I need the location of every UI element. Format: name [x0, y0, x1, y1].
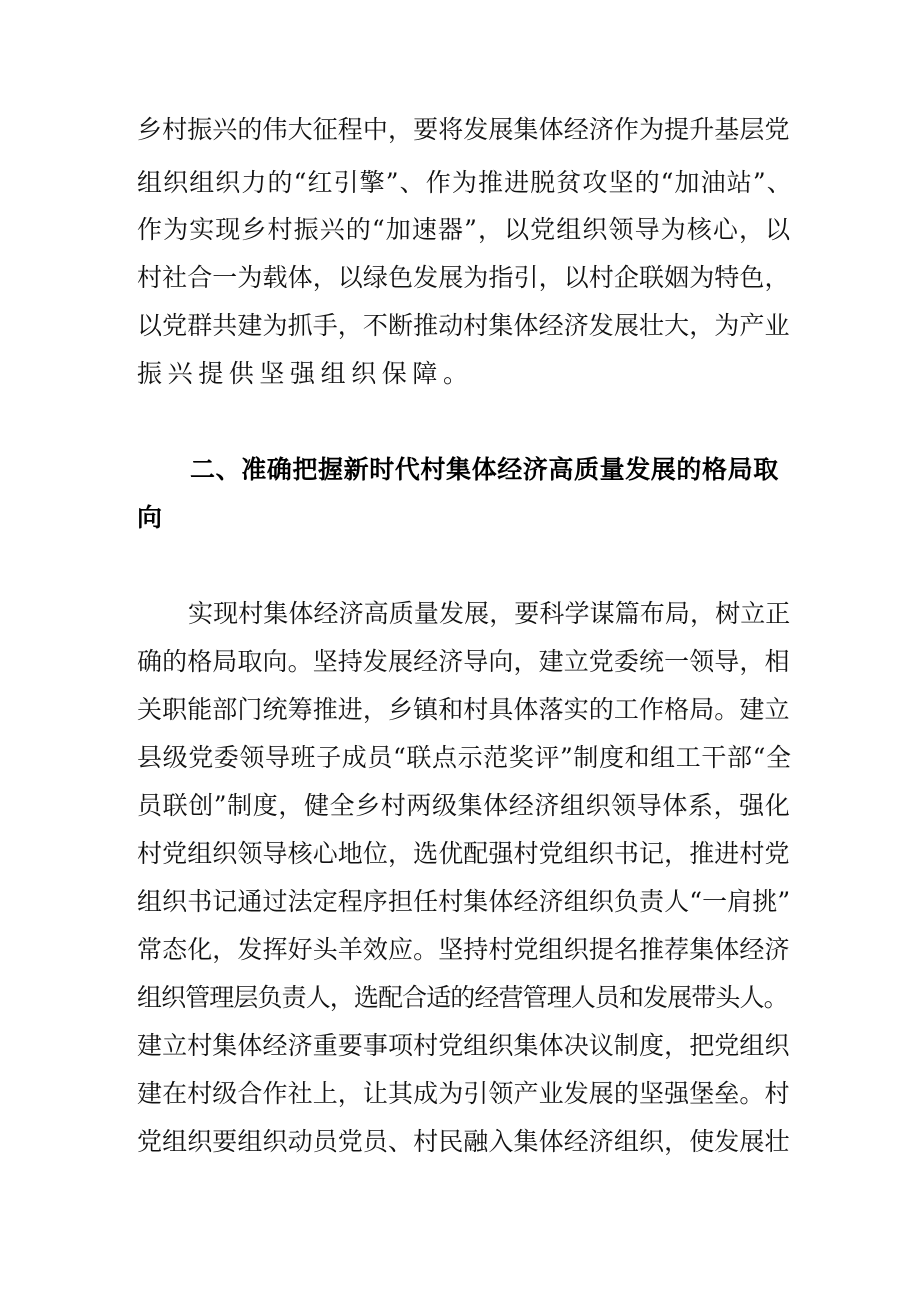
text-line: 组织管理层负责人，选配合适的经营管理人员和发展带头人。: [137, 983, 788, 1012]
text-line: 作为实现乡村振兴的“加速器”，以党组织领导为核心，以: [137, 215, 792, 244]
text-line: 关职能部门统筹推进，乡镇和村具体落实的工作格局。建立: [137, 695, 790, 724]
text-line: 县级党委领导班子成员“联点示范奖评”制度和组工干部“全: [137, 743, 792, 772]
text-line: 建立村集体经济重要事项村党组织集体决议制度，把党组织: [137, 1031, 790, 1060]
text-line: 建在村级合作社上，让其成为引领产业发展的坚强堡垒。村: [137, 1079, 790, 1108]
text-line: 员联创”制度，健全乡村两级集体经济组织领导体系，强化: [137, 791, 791, 820]
heading-line: 向: [137, 503, 163, 532]
text-line: 党组织要组织动员党员、村民融入集体经济组织，使发展壮: [137, 1127, 790, 1156]
text-line: 乡村振兴的伟大征程中，要将发展集体经济作为提升基层党: [137, 115, 790, 144]
text-line: 以党群共建为抓手，不断推动村集体经济发展壮大，为产业: [137, 311, 790, 340]
text-line: 村党组织领导核心地位，选优配强村党组织书记，推进村党: [137, 839, 790, 868]
heading-line: 二、准确把握新时代村集体经济高质量发展的格局取: [190, 455, 779, 484]
text-line: 村社合一为载体，以绿色发展为指引，以村企联姻为特色，: [137, 263, 790, 292]
text-line: 确的格局取向。坚持发展经济导向，建立党委统一领导，相: [137, 647, 790, 676]
text-line: 组织书记通过法定程序担任村集体经济组织负责人“一肩挑”: [137, 887, 791, 916]
text-line: 实现村集体经济高质量发展，要科学谋篇布局，树立正: [188, 599, 791, 628]
text-line: 振兴提供坚强组织保障。: [137, 359, 474, 388]
text-line: 组织组织力的“红引擎”、作为推进脱贫攻坚的“加油站”、: [137, 168, 793, 197]
text-line: 常态化，发挥好头羊效应。坚持村党组织提名推荐集体经济: [137, 935, 790, 964]
